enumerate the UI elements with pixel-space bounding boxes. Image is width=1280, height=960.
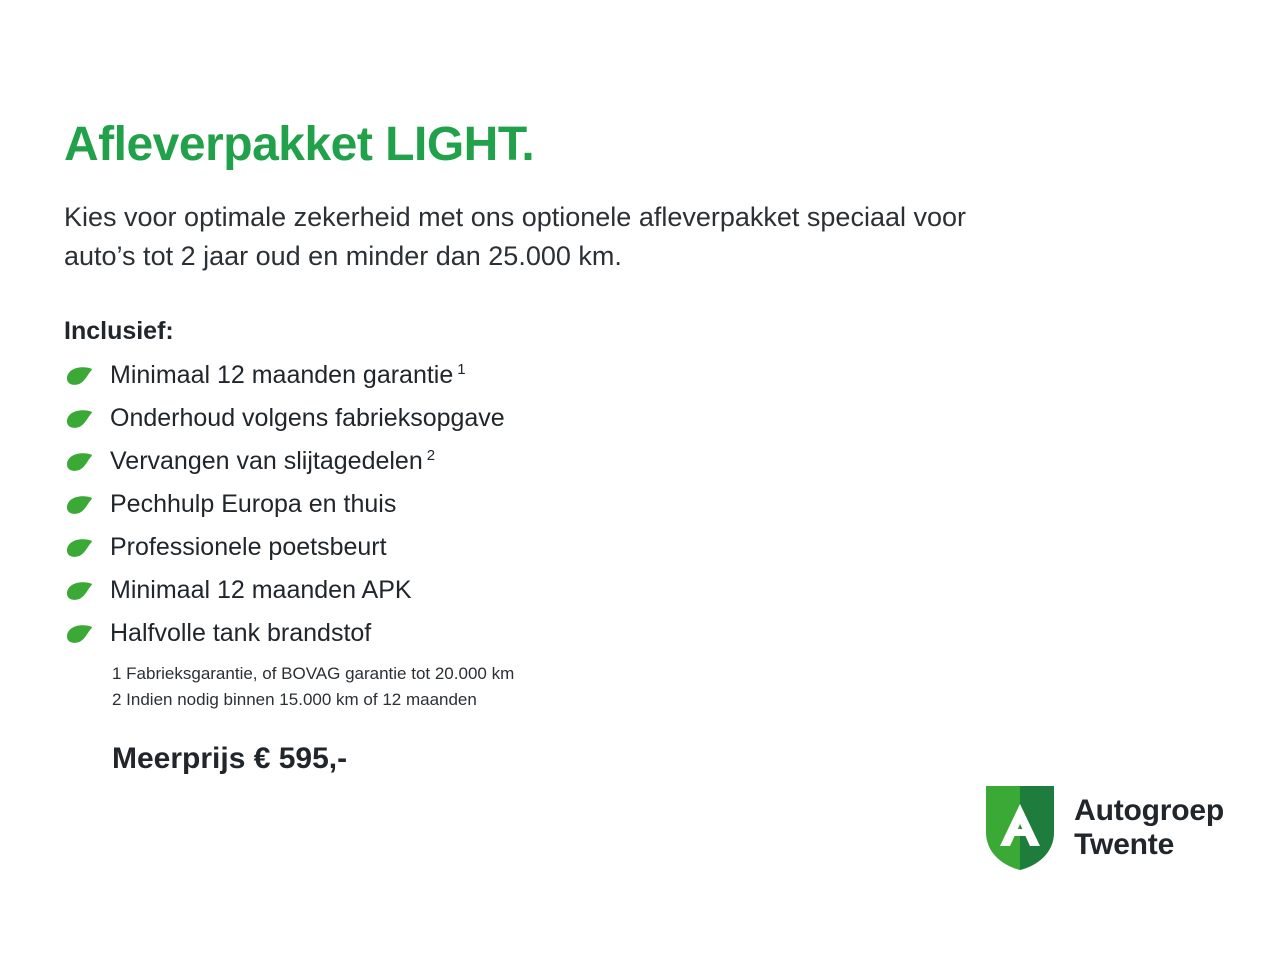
leaf-icon [64, 407, 94, 429]
list-item-label: Minimaal 12 maanden garantie $^1$ [110, 360, 466, 390]
leaf-icon [64, 536, 94, 558]
logo-wordmark [1074, 794, 1224, 861]
list-item-label: Halfvolle tank brandstof [110, 619, 372, 648]
page-title: Afleverpakket LIGHT. [64, 118, 535, 171]
included-title: Inclusief: [64, 317, 174, 346]
logo-line-1: Autogroep [1074, 794, 1224, 828]
footnote-2: 2 Indien nodig binnen 15.000 km of 12 maanden [112, 690, 477, 710]
list-item-label: Vervangen van slijtagedelen $^2$ [110, 446, 436, 476]
footnote-marker: 2 [426, 446, 436, 464]
list-item-label: Pechhulp Europa en thuis [110, 490, 397, 519]
price-label: Meerprijs € 595,- [112, 741, 348, 775]
leaf-icon [64, 450, 94, 472]
list-item [64, 446, 1216, 476]
footnote-1: 1 Fabrieksgarantie, of BOVAG garantie tot 20.000 km [112, 664, 515, 684]
autogroep-twente-shield-icon [982, 782, 1058, 874]
list-item [64, 403, 1216, 433]
footnote-marker: 1 [457, 360, 466, 378]
footnotes [112, 661, 1216, 714]
list-item [64, 360, 1216, 390]
list-item [64, 532, 1216, 562]
included-feature-list [64, 360, 1216, 648]
leaf-icon [64, 622, 94, 644]
leaf-icon [64, 493, 94, 515]
list-item [64, 618, 1216, 648]
list-item-label: Professionele poetsbeurt [110, 533, 387, 562]
intro-paragraph: Kies voor optimale zekerheid met ons optionele afleverpakket speciaal voor auto’s tot 2 jaar oud en minder dan 25.000 km. [64, 202, 966, 271]
list-item-label: Onderhoud volgens fabrieksopgave [110, 404, 505, 433]
leaf-icon [64, 364, 94, 386]
list-item [64, 575, 1216, 605]
logo-line-2: Twente [1074, 828, 1175, 861]
list-item [64, 489, 1216, 519]
brand-logo [982, 782, 1224, 874]
leaf-icon [64, 579, 94, 601]
list-item-label: Minimaal 12 maanden APK [110, 576, 412, 605]
